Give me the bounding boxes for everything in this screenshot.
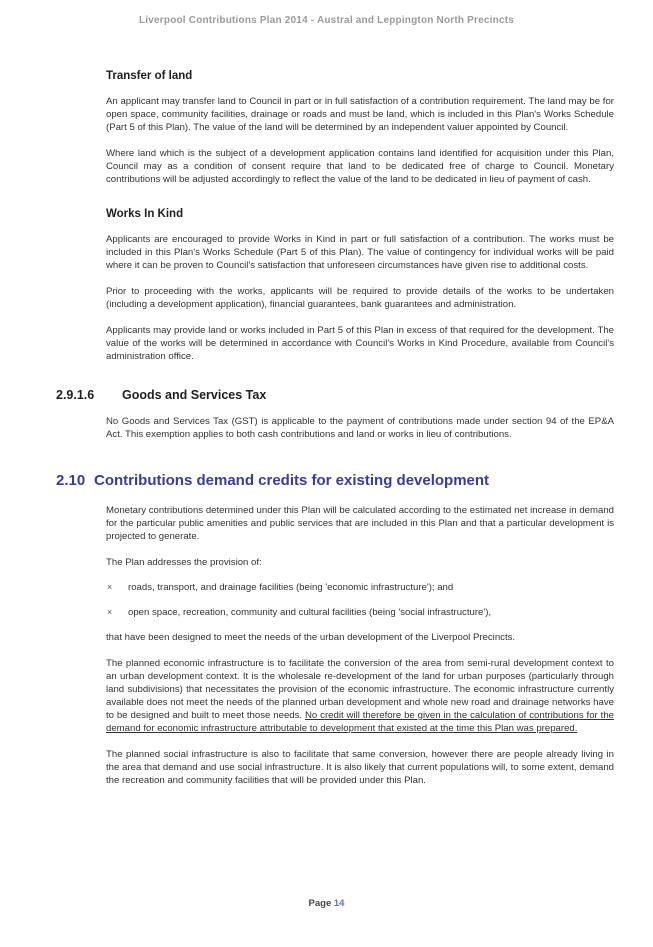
- bullet-mark-icon: ×: [107, 582, 113, 592]
- bullet-mark-icon: ×: [107, 607, 113, 617]
- credits-paragraph-1: Monetary contributions determined under this Plan will be calculated according to the estimated net increase in demand for the particular public amenities and public services that are included in this Plan and that a particular development is projected to generate.: [106, 505, 614, 542]
- page-footer: [0, 898, 653, 909]
- gst-section-title: Goods and Services Tax: [122, 388, 267, 402]
- gst-section-number: 2.9.1.6: [56, 388, 95, 402]
- credits-paragraph-3: that have been designed to meet the needs of the urban development of the Liverpool Precincts.: [106, 632, 516, 643]
- transfer-of-land-paragraph-1: An applicant may transfer land to Council in part or in full satisfaction of a contribution requirement. The land may be for open space, community facilities, drainage or roads and must be land, which is included in this Plan's Works Schedule (Part 5 of this Plan). The value of the land will be determined by an independent valuer appointed by Council.: [106, 96, 614, 133]
- gst-section-heading: [56, 388, 653, 402]
- page-content: [0, 70, 653, 800]
- list-item: [106, 581, 614, 594]
- credits-paragraph-4: [106, 657, 614, 735]
- works-in-kind-section: [106, 208, 614, 363]
- works-in-kind-heading: Works In Kind: [106, 208, 184, 220]
- credits-paragraph-5: The planned social infrastructure is also to facilitate that same conversion, however there are people already living in the area that demand and use social infrastructure. It is also likely that current populations will, to some extent, demand the recreation and community facilities that will be provided under this Plan.: [106, 749, 614, 786]
- transfer-of-land-section: [106, 70, 614, 186]
- page-number: 14: [333, 898, 345, 909]
- bullet-text: open space, recreation, community and cultural facilities (being 'social infrastructure'),: [128, 607, 492, 618]
- bullet-text: roads, transport, and drainage facilities (being 'economic infrastructure'); and: [128, 582, 454, 593]
- credits-paragraph-4-text: The planned economic infrastructure is to facilitate the conversion of the area from semi-rural development context to an urban development context. It is the wholesale re-development of the land for urban purposes (particularly through land subdivisions) that necessitates the provision of the economic infrastructure. The economic infrastructure currently available does not meet the needs of the planned urban development and whole new road and drainage networks have to be designed and built to meet those needs.: [106, 658, 614, 721]
- transfer-of-land-heading: Transfer of land: [106, 70, 193, 82]
- transfer-of-land-paragraph-2: Where land which is the subject of a development application contains land identified for acquisition under this Plan, Council may as a condition of consent require that land to be dedicated free of charge to Council. Monetary contributions will be adjusted accordingly to reflect the value of the land to be dedicated in lieu of payment of cash.: [106, 148, 614, 185]
- works-in-kind-paragraph-2: Prior to proceeding with the works, applicants will be required to provide details of the works to be undertaken (including a development application), financial guarantees, bank guarantees and administration.: [106, 286, 614, 310]
- credits-paragraph-2: The Plan addresses the provision of:: [106, 557, 262, 568]
- works-in-kind-paragraph-3: Applicants may provide land or works included in Part 5 of this Plan in excess of that required for the development. The value of the works will be determined in accordance with Council's Works in Kind Procedure, available from Council's administration office.: [106, 325, 614, 362]
- works-in-kind-paragraph-1: Applicants are encouraged to provide Works in Kind in part or full satisfaction of a contribution. The works must be included in this Plan's Works Schedule (Part 5 of this Plan). The value of contingency for individual works will be paid where it can be proven to Council's satisfaction that unforeseen circumstances have given rise to additional costs.: [106, 234, 614, 271]
- gst-paragraph: No Goods and Services Tax (GST) is applicable to the payment of contributions made under section 94 of the EP&A Act. This exemption applies to both cash contributions and land or works in lieu of contributions.: [106, 416, 614, 440]
- credits-section-heading: [56, 472, 653, 489]
- page-label: Page: [308, 898, 332, 909]
- running-header: Liverpool Contributions Plan 2014 - Austral and Leppington North Precincts: [138, 15, 515, 26]
- credits-paragraph-4-underlined: No credit will therefore be given in the calculation of contributions for the demand for economic infrastructure attributable to development that existed at the time this Plan was prepared.: [106, 710, 614, 734]
- credits-section-number: 2.10: [56, 472, 86, 489]
- list-item: [106, 606, 614, 619]
- credits-section-title: Contributions demand credits for existing development: [94, 472, 490, 489]
- credits-section: [106, 504, 614, 787]
- gst-section: [106, 415, 614, 441]
